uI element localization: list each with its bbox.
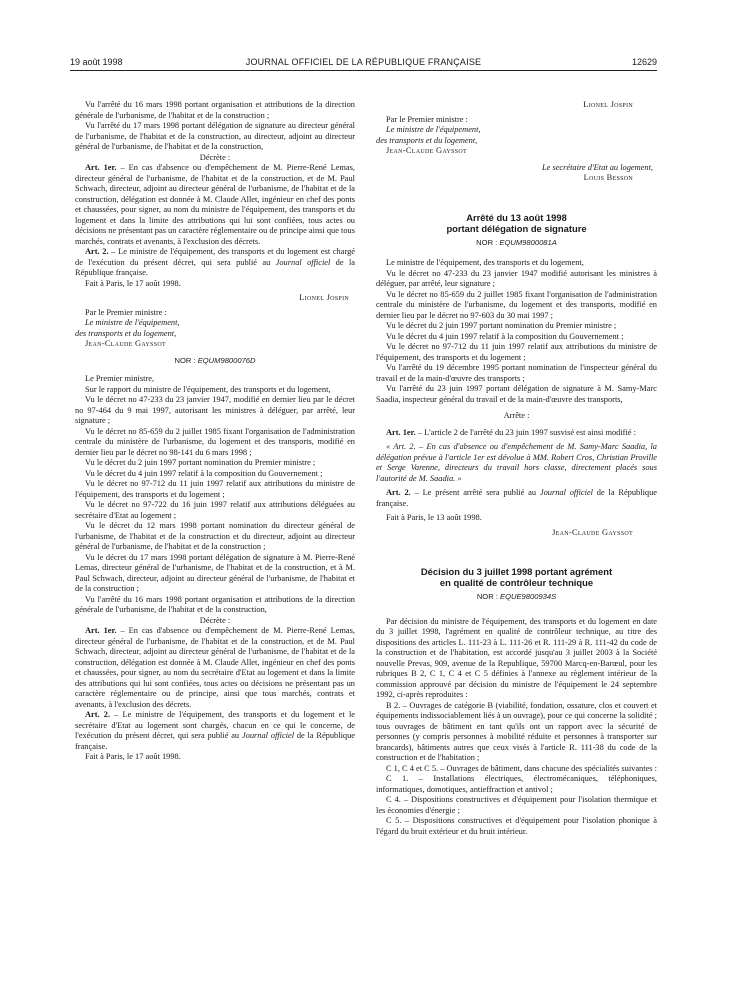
article-text: de la République française. [75, 257, 355, 277]
nor-code: EQUM9800081A [499, 237, 557, 247]
signature-role: des transports et du logement, [376, 135, 478, 145]
page-header [70, 56, 657, 71]
nor-label: NOR : [476, 592, 501, 601]
fait-line: Fait à Paris, le 17 août 1998. [85, 278, 181, 288]
paragraph: Le ministre de l'équipement, des transports et du logement, [386, 258, 584, 267]
signature-role: des transports et du logement, [75, 328, 177, 338]
fait-line: Fait à Paris, le 17 août 1998. [85, 752, 181, 761]
article-text: – En cas d'absence ou d'empêchement de M. Pierre-René Lemas, directeur général de l'urbanisme, de l'habitat et de la construction, et de M. Paul Schwach, directeur, adjoint au directeur général de l'urbanisme, de l'habitat et de la construction, délégation est donnée à M. Claude Allet, ingénieur en chef des ponts et chaussées, pour signer, au nom du ministre de l'équipement, des transports et du logement et dans la limite des attributions qui lui sont confiées, tous actes ou décisions ne présentant pas un caractère réglementaire ou de principe ainsi que tous marchés, contrats et avenants, à l'exclusion des décrets. [75, 163, 355, 246]
fait-signature: Jean-Claude Gayssot [552, 527, 633, 537]
paragraph: Vu l'arrêté du 16 mars 1998 portant organisation et attributions de la direction générale de l'urbanisme, de l'habitat et de la construction ; [75, 100, 355, 120]
paragraph: Vu le décret no 47-233 du 23 janvier 1947, modifié en dernier lieu par le décret no 97-464 du 9 mai 1997, autorisant les ministres à déléguer, par arrêté, leur signature ; [75, 395, 355, 425]
paragraph: Vu l'arrêté du 16 mars 1998 portant organisation et attributions de la direction générale de l'urbanisme, de l'habitat et de la construction, [75, 594, 355, 614]
paragraph: Vu le décret du 17 mars 1998 portant délégation de signature à M. Pierre-René Lemas, directeur général de l'urbanisme, de l'habitat et de la construction, et à M. Paul Schwach, directeur, adjoint au directeur général de l'urbanisme, de l'habitat et de la construction ; [75, 552, 355, 593]
signature-role: Le ministre de l'équipement, [386, 125, 481, 134]
article-label: Art. 1er. [85, 626, 117, 635]
paragraph: Vu le décret no 97-712 du 11 juin 1997 relatif aux attributions du ministre de l'équipement, des transports et du logement ; [75, 479, 355, 499]
paragraph: Sur le rapport du ministre de l'équipement, des transports et du logement, [85, 384, 331, 394]
paragraph: Par décision du ministre de l'équipement, des transports et du logement en date du 3 juillet 1998, l'agrément en qualité de contrôleur technique, au titre des dispositions des articles L. 111-23 à L. 111-26 et R. 111-29 à R. 111-42 du code de la construction et de l'habitation, est accordé jusqu'au 3 juillet 2003 à la Société nouvelle Prevas, 909, avenue de la Republique, 59700 Marcq-en-Barœul, pour les rubriques B 2, C 1, C 4 et C 5 définies à l'annexe au règlement intérieur de la commission approuvé par décision du ministre de l'équipement le 24 septembre 1992, ci-après reproduites : [376, 616, 657, 699]
journal-name: Journal officiel [539, 488, 593, 497]
paragraph: Vu l'arrêté du 23 juin 1997 portant délégation de signature à M. Samy-Marc Saadia, inspecteur général du travail et de la main-d'œuvre des transports, [376, 384, 657, 404]
signature-name: Lionel Jospin [299, 293, 349, 302]
arrete-title: portant délégation de signature [446, 222, 587, 234]
article-label: Art. 1er. [85, 163, 117, 172]
nor-code: EQUE9800934S [500, 592, 557, 601]
paragraph: C 1. – Installations électriques, électromécaniques, téléphoniques, informatiques, domotiques, antieffraction et antivol ; [376, 774, 657, 794]
article-2 [75, 710, 355, 752]
signature-minister: Jean-Claude Gayssot [386, 146, 467, 155]
fait-line: Fait à Paris, le 13 août 1998. [386, 513, 482, 522]
header-page-number: 12629 [631, 57, 657, 67]
article-2 [376, 488, 657, 509]
article-text: – L'article 2 de l'arrêté du 23 juin 1997 susvisé est ainsi modifié : [415, 427, 636, 437]
right-column [376, 100, 657, 837]
article-text: – Le ministre de l'équipement, des transports et du logement est chargé de l'exécution du présent décret, qui sera publié au [75, 247, 355, 267]
paragraph: B 2. – Ouvrages de catégorie B (viabilité, fondation, ossature, clos et couvert et équipements indissociablement liés à un ouvrage), pour ce qui concerne la solidité ; tous ouvrages de bâtiment en tant qu'ils ont un rapport avec la sécurité de personnes (y compris personnes à mobilité réduite et personnes à transporter sur brancards), bâtiments autres que ceux visés à l'article R. 111-38 du code de la construction et de l'habitation ; [376, 700, 657, 762]
arrete-title: Arrêté du 13 août 1998 [466, 211, 567, 223]
signature-minister: Jean-Claude Gayssot [85, 339, 166, 348]
signature-role: Le ministre de l'équipement, [85, 318, 180, 327]
article-label: Art. 1er. [386, 427, 416, 437]
article-text: – En cas d'absence ou d'empêchement de M. Pierre-René Lemas, directeur général de l'urbanisme, de l'habitat et de la construction, et de M. Paul Schwach, directeur, adjoint au directeur général de l'urbanisme, de l'habitat et de la construction, délégation est donnée à M. Claude Allet, ingénieur en chef des ponts et chaussées, pour signer, au nom du secrétaire d'Etat au logement et dans la limite des attributions qui lui sont confiées, tous actes ou décisions ne présentant pas un caractère réglementaire ou de principe, ainsi que tous marchés, contrats et avenants, à l'exclusion des décrets. [75, 626, 355, 709]
paragraph: Vu le décret no 47-233 du 23 janvier 1947 modifié autorisant les ministres à déléguer, par arrêté, leur signature ; [376, 268, 657, 288]
article-text: – Le présent arrêté sera publié au [410, 488, 540, 497]
paragraph: Vu le décret no 85-659 du 2 juillet 1985 fixant l'organisation de l'administration centrale du ministère de l'urbanisme, du logement et des transports, modifié en dernier lieu par le décret no 98-141 du 6 mars 1998 ; [75, 426, 355, 457]
signature-par: Par le Premier ministre : [85, 307, 167, 317]
decision-title: Décision du 3 juillet 1998 portant agrément [420, 566, 613, 577]
nor-reference [75, 356, 355, 367]
decrete-heading: Décrète : [199, 152, 231, 162]
paragraph: C 1, C 4 et C 5. – Ouvrages de bâtiment, dans chacune des spécialités suivantes : [386, 763, 657, 773]
paragraph: Vu le décret no 97-722 du 16 juin 1997 relatif aux attributions déléguées au secrétaire d'Etat au logement ; [75, 500, 355, 520]
nor-label: NOR : [476, 237, 500, 247]
header-journal-title: JOURNAL OFFICIEL DE LA RÉPUBLIQUE FRANÇAISE [245, 57, 482, 67]
article-2 [75, 247, 355, 279]
paragraph: Vu le décret du 12 mars 1998 portant nomination du directeur général de l'urbanisme, de l'habitat et de la construction et du directeur, adjoint au directeur général de l'urbanisme, de l'habitat et de la construction ; [75, 521, 355, 551]
left-column [75, 100, 355, 763]
nor-reference [376, 238, 657, 249]
paragraph: Vu le décret du 2 juin 1997 portant nomination du Premier ministre ; [85, 458, 316, 467]
nor-reference [376, 592, 657, 603]
paragraph: Vu le décret du 4 juin 1997 relatif à la composition du Gouvernement ; [386, 331, 624, 341]
paragraph: Vu le décret no 97-712 du 11 juin 1997 relatif aux attributions du ministre de l'équipement, des transports et du logement ; [376, 342, 657, 362]
article-label: Art. 2. [85, 247, 109, 256]
journal-name: Journal officiel [241, 731, 295, 740]
article-label: Art. 2. [386, 488, 411, 497]
article-label: Art. 2. [85, 710, 111, 719]
article-quote: « Art. 2. – En cas d'absence ou d'empêchement de M. Samy-Marc Saadia, la délégation prévue à l'article 1er est dévolue à MM. Robert Cros, Christian Proville et Serge Varenne, directeurs du travail hors classe, directement placés sous l'autorité de M. Saadia. » [376, 442, 657, 483]
secretary-role: Le secrétaire d'Etat au logement, [541, 162, 653, 172]
paragraph: C 4. – Dispositions constructives et d'équipement pour l'isolation thermique et les économies d'énergie ; [376, 795, 657, 815]
paragraph: Vu le décret du 4 juin 1997 relatif à la composition du Gouvernement ; [85, 468, 323, 478]
article-text: de la République française. [75, 731, 355, 751]
journal-name: Journal officiel [275, 257, 331, 267]
nor-code: EQUM9800076D [197, 355, 256, 365]
secretary-name: Louis Besson [583, 173, 633, 182]
arrete-heading: Arrête : [503, 411, 530, 420]
paragraph: Vu le décret no 85-659 du 2 juillet 1985 fixant l'organisation de l'administration centrale du ministère de l'urbanisme, du logement et des transports, modifié en dernier lieu par le décret no 97-603 du 30 mai 1997 ; [376, 289, 657, 320]
article-1 [75, 163, 355, 247]
decrete-heading: Décrète : [199, 615, 231, 625]
article-text: – Le ministre de l'équipement, des transports et du logement et le secrétaire d'Etat au logement sont chargés, chacun en ce qui le concerne, de l'exécution du présent décret, qui sera publié au [75, 710, 355, 740]
paragraph: Le Premier ministre, [85, 374, 155, 383]
paragraph: Vu l'arrêté du 19 décembre 1995 portant nomination de l'inspecteur général du travail et de la main-d'œuvre des transports ; [376, 363, 657, 383]
header-date: 19 août 1998 [70, 57, 123, 67]
signature-name: Lionel Jospin [583, 100, 633, 109]
decision-title: en qualité de contrôleur technique [439, 577, 594, 588]
paragraph: Vu le décret du 2 juin 1997 portant nomination du Premier ministre ; [386, 321, 617, 330]
signature-par: Par le Premier ministre : [386, 114, 468, 124]
article-text: de la République française. [376, 488, 657, 508]
paragraph: Vu l'arrêté du 17 mars 1998 portant délégation de signature au directeur général de l'urbanisme, de l'habitat et de la construction, au directeur, adjoint au directeur général de l'urbanisme, de l'habitat et de la construction, [75, 121, 355, 151]
nor-label: NOR : [174, 355, 198, 365]
paragraph: C 5. – Dispositions constructives et d'équipement pour l'isolation phonique à l'égard du bruit extérieur et du bruit intérieur. [376, 816, 657, 836]
article-1 [376, 428, 657, 439]
article-1 [75, 626, 355, 710]
